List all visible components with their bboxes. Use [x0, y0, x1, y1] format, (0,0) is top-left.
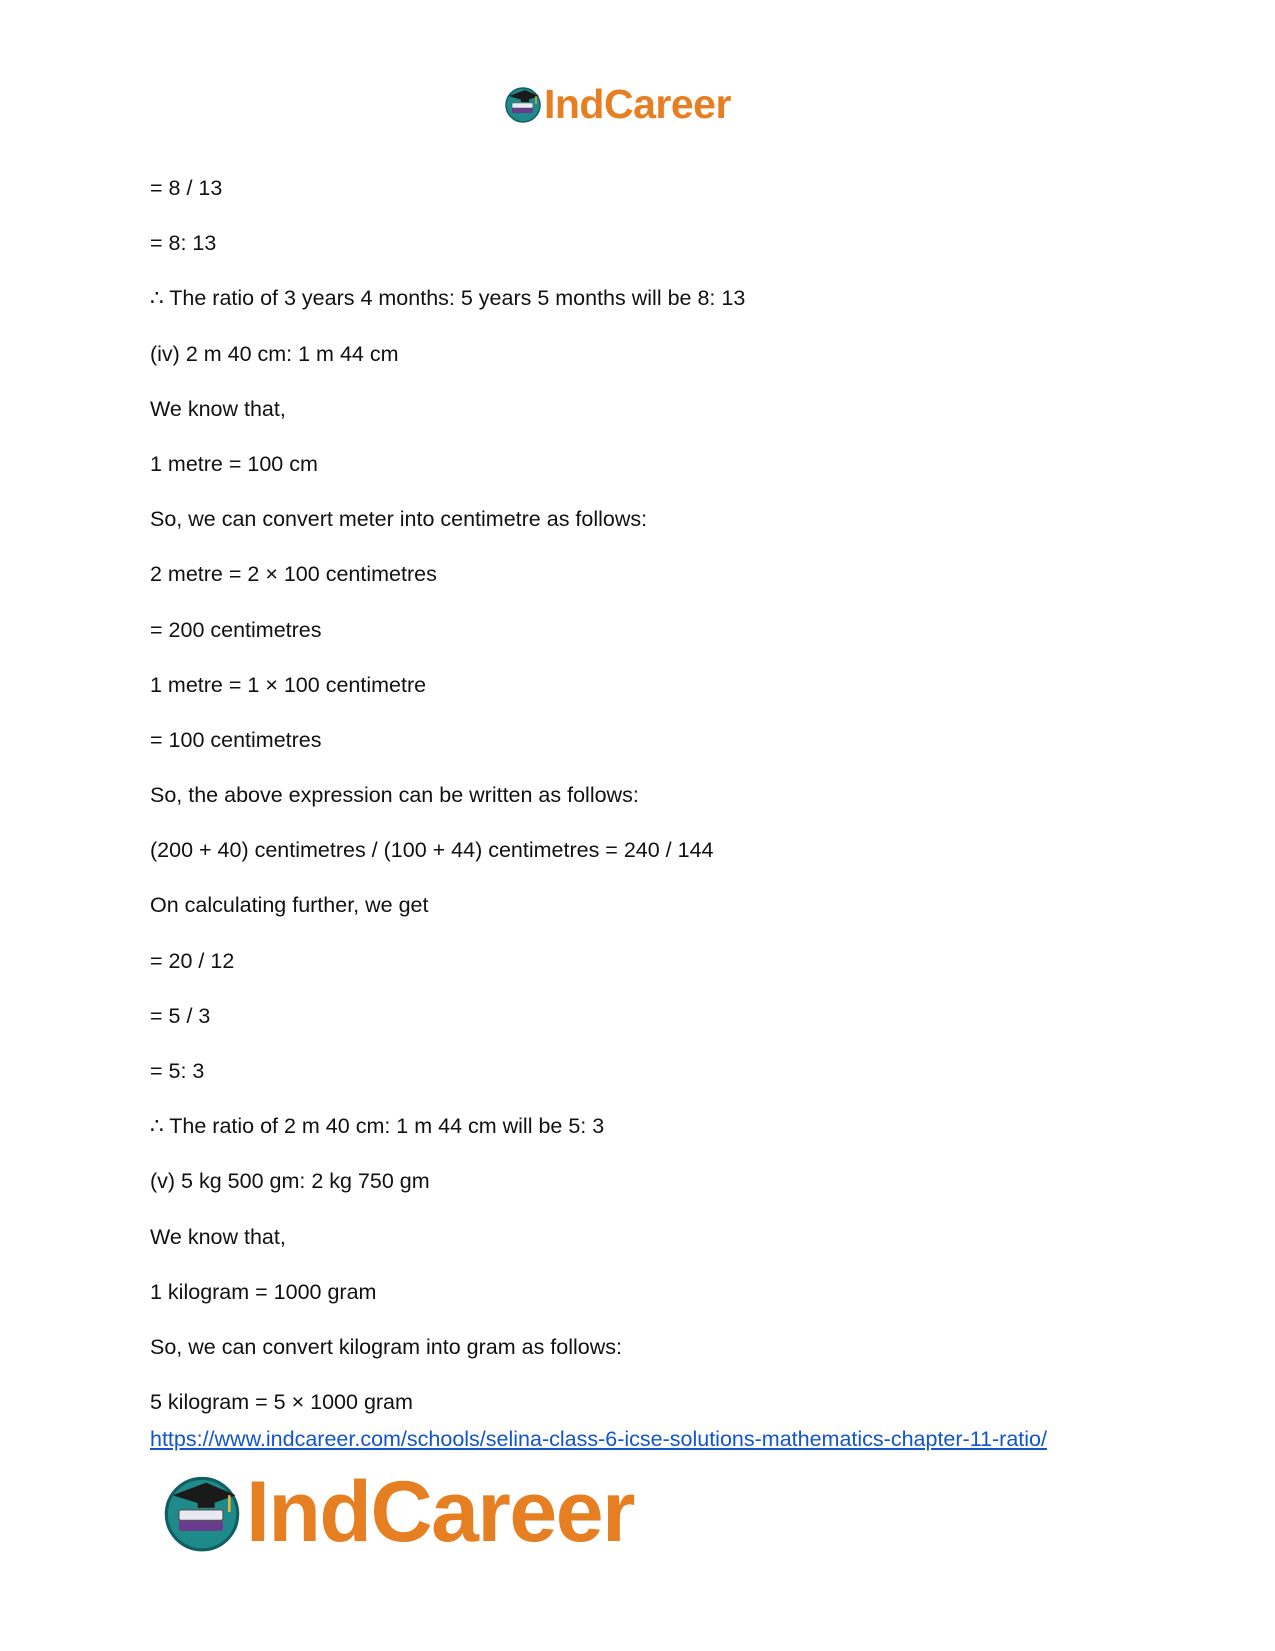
text-line: ∴ The ratio of 2 m 40 cm: 1 m 44 cm will be 5: 3	[150, 1114, 605, 1139]
text-line: On calculating further, we get	[150, 893, 429, 918]
solution-text	[150, 174, 1150, 1443]
text-line: = 5: 3	[150, 1059, 205, 1083]
text-line: (iv) 2 m 40 cm: 1 m 44 cm	[150, 341, 399, 366]
text-line: = 8: 13	[150, 231, 217, 256]
logo-wordmark: IndCareer	[544, 80, 731, 127]
text-line: 1 metre = 100 cm	[150, 451, 318, 476]
text-line: 2 metre = 2 × 100 centimetres	[150, 562, 437, 587]
text-line: So, we can convert meter into centimetre as follows:	[150, 507, 648, 532]
text-line: = 5 / 3	[150, 1003, 211, 1028]
text-line: ∴ The ratio of 3 years 4 months: 5 years 5 months will be 8: 13	[150, 286, 746, 311]
text-line: 1 metre = 1 × 100 centimetre	[150, 672, 427, 697]
logo-wordmark: IndCareer	[246, 1464, 634, 1560]
text-line: 1 kilogram = 1000 gram	[150, 1279, 377, 1304]
graduation-cap-books-icon	[160, 1470, 244, 1554]
text-line: We know that,	[150, 396, 286, 421]
text-line: 5 kilogram = 5 × 1000 gram	[150, 1390, 413, 1415]
text-line: So, we can convert kilogram into gram as follows:	[150, 1334, 623, 1359]
footer-logo	[160, 1464, 700, 1560]
graduation-cap-books-icon	[503, 84, 543, 124]
text-line: We know that,	[150, 1224, 286, 1249]
text-line: = 8 / 13	[150, 176, 223, 200]
text-line: = 100 centimetres	[150, 727, 322, 752]
text-line: (200 + 40) centimetres / (100 + 44) centimetres = 240 / 144	[150, 838, 714, 863]
header-logo	[503, 80, 773, 128]
text-line: = 200 centimetres	[150, 617, 322, 642]
text-line: = 20 / 12	[150, 948, 235, 973]
text-line: (v) 5 kg 500 gm: 2 kg 750 gm	[150, 1169, 430, 1194]
source-url-link[interactable]: https://www.indcareer.com/schools/selina-class-6-icse-solutions-mathematics-chapter-11-ratio/	[150, 1427, 1047, 1451]
text-line: So, the above expression can be written as follows:	[150, 783, 639, 808]
